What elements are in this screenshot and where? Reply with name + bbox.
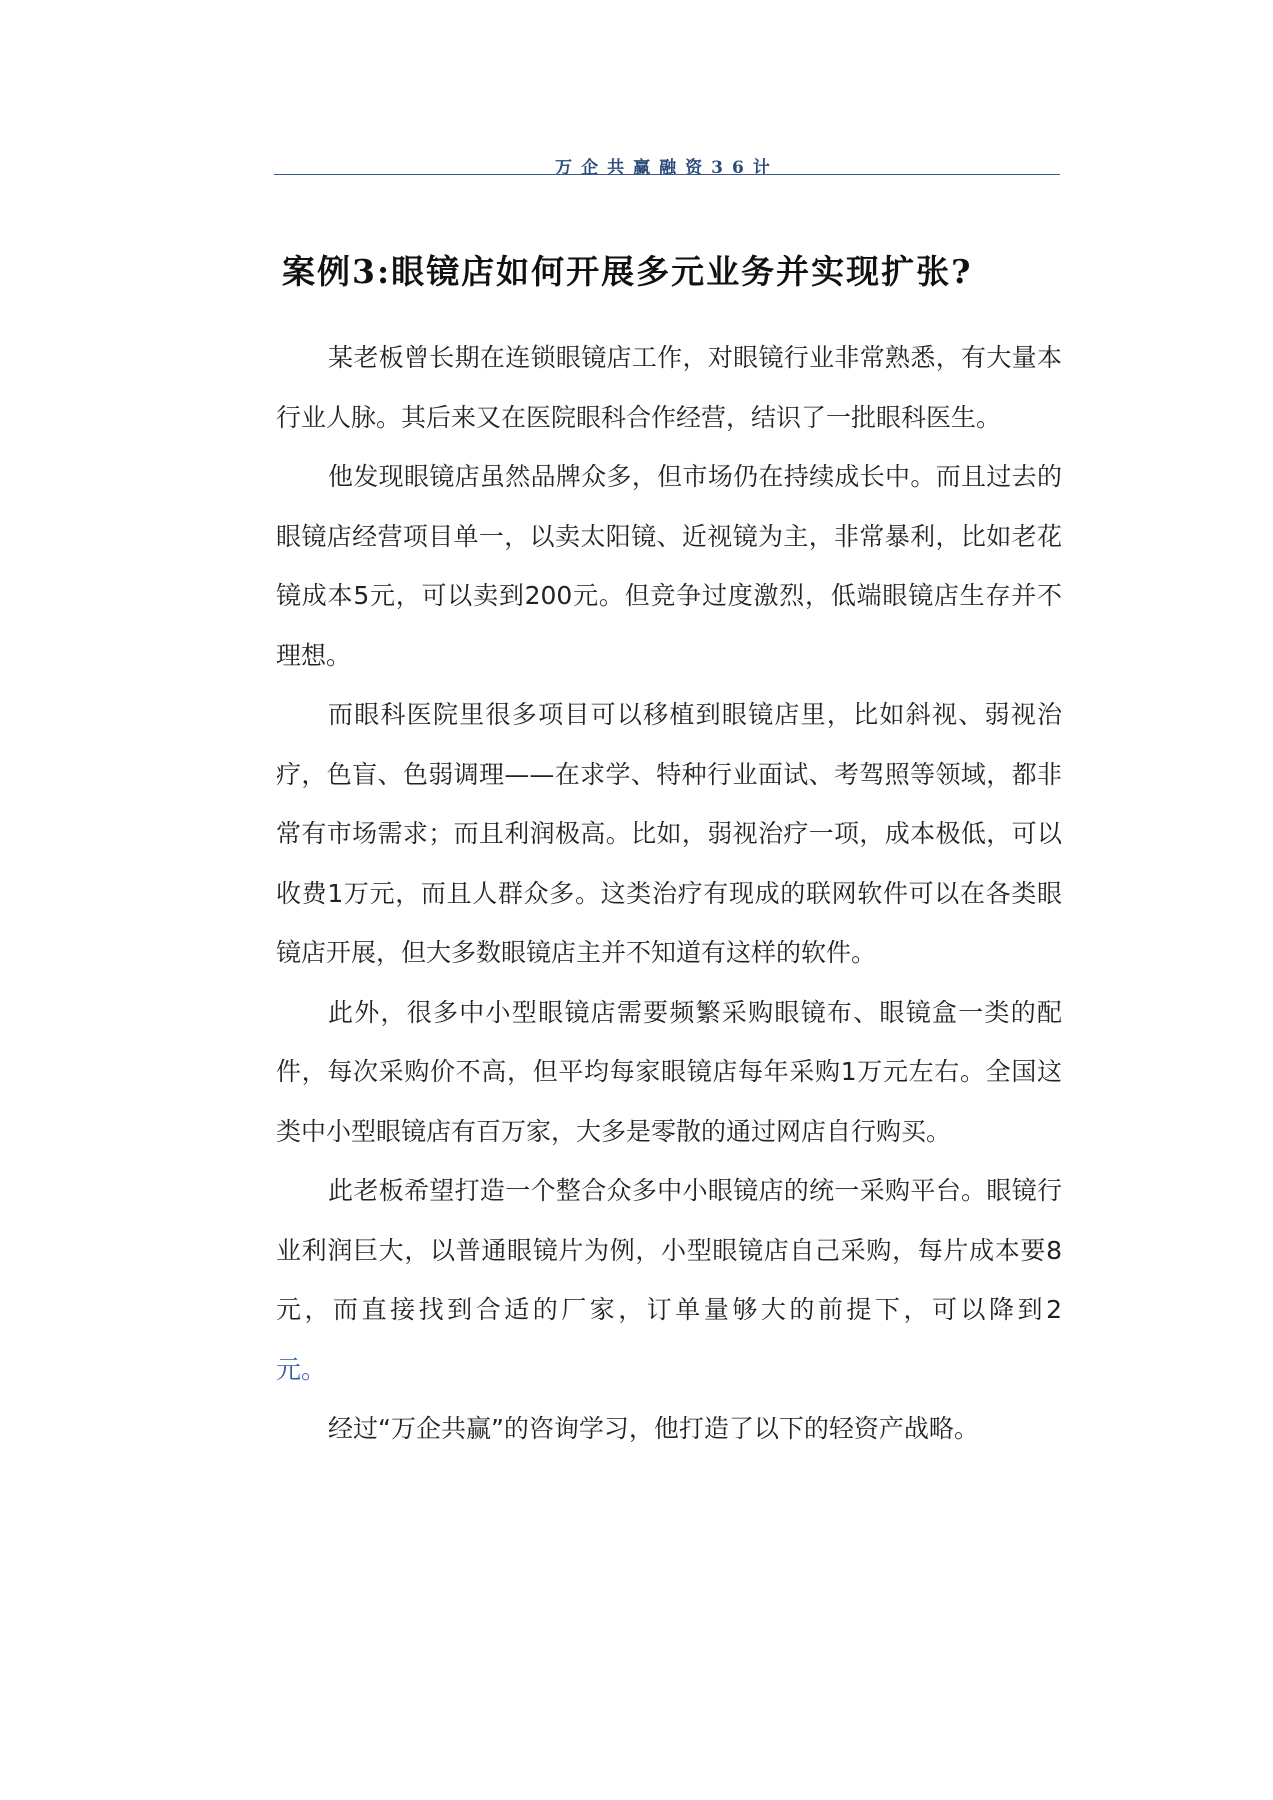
paragraph-5	[276, 1161, 1062, 1399]
paragraph-5-tail: 元。	[276, 1354, 327, 1384]
running-header: 万企共赢融资36计	[555, 158, 779, 178]
paragraph-3: 而眼科医院里很多项目可以移植到眼镜店里，比如斜视、弱视治疗，色盲、色弱调理——在求学、特种行业面试、考驾照等领域，都非常有市场需求；而且利润极高。比如，弱视治疗一项，成本极低，可以收费1万元，而且人群众多。这类治疗有现成的联网软件可以在各类眼镜店开展，但大多数眼镜店主并不知道有这样的软件。	[276, 700, 1062, 967]
paragraph-4: 此外，很多中小型眼镜店需要频繁采购眼镜布、眼镜盒一类的配件，每次采购价不高，但平均每家眼镜店每年采购1万元左右。全国这类中小型眼镜店有百万家，大多是零散的通过网店自行购买。	[276, 997, 1062, 1146]
header-divider	[274, 174, 1060, 175]
paragraph-6: 经过“万企共赢”的咨询学习，他打造了以下的轻资产战略。	[328, 1414, 979, 1443]
paragraph-5-text: 此老板希望打造一个整合众多中小眼镜店的统一采购平台。眼镜行业利润巨大，以普通眼镜片为例，小型眼镜店自己采购，每片成本要8元，而直接找到合适的厂家，订单量够大的前提下，可以降到2	[276, 1176, 1062, 1324]
paragraph-2: 他发现眼镜店虽然品牌众多，但市场仍在持续成长中。而且过去的眼镜店经营项目单一，以卖太阳镜、近视镜为主，非常暴利，比如老花镜成本5元，可以卖到200元。但竞争过度激烈，低端眼镜店生存并不理想。	[276, 462, 1062, 670]
case-title: 案例3:眼镜店如何开展多元业务并实现扩张?	[282, 252, 973, 291]
body-text	[276, 328, 1062, 1459]
paragraph-1: 某老板曾长期在连锁眼镜店工作，对眼镜行业非常熟悉，有大量本行业人脉。其后来又在医院眼科合作经营，结识了一批眼科医生。	[276, 343, 1062, 432]
